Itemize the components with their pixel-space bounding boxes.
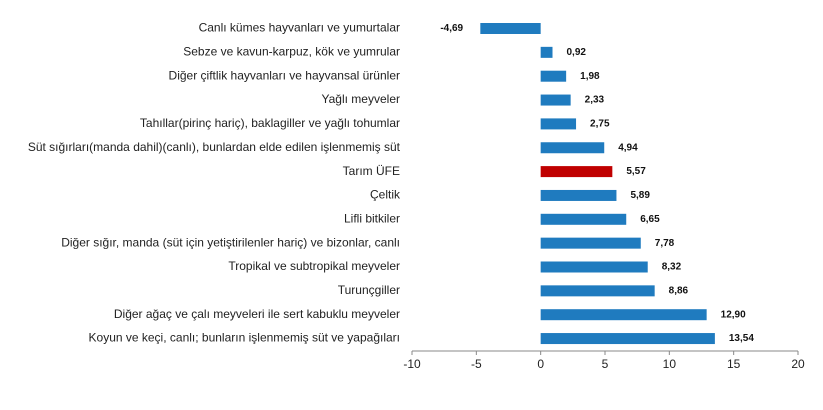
bar xyxy=(541,333,715,344)
category-label: Canlı kümes hayvanları ve yumurtalar xyxy=(198,20,400,35)
value-label: 5,57 xyxy=(626,166,646,178)
category-label: Koyun ve keçi, canlı; bunların işlenmemiş süt ve yapağıları xyxy=(88,330,400,345)
value-label: 5,89 xyxy=(630,190,650,202)
value-label: 2,75 xyxy=(590,118,610,130)
value-label: 7,78 xyxy=(654,237,675,249)
value-label: 2,33 xyxy=(584,94,605,106)
value-label: 12,90 xyxy=(720,309,746,321)
x-axis xyxy=(403,351,805,371)
bar xyxy=(541,214,627,225)
category-label: Diğer sığır, manda (süt için yetiştirilenler hariç) ve bizonlar, canlı xyxy=(61,235,400,250)
bar xyxy=(541,71,566,82)
bar xyxy=(541,238,641,249)
category-label: Yağlı meyveler xyxy=(321,92,400,107)
category-label: Tarım ÜFE xyxy=(342,163,400,178)
category-label: Çeltik xyxy=(369,187,400,202)
bar xyxy=(541,95,571,106)
value-label: 8,86 xyxy=(668,285,689,297)
bar xyxy=(541,262,648,273)
bar xyxy=(541,118,576,129)
bar xyxy=(480,23,540,34)
category-label: Sebze ve kavun-karpuz, kök ve yumrular xyxy=(183,44,400,59)
category-label: Diğer çiftlik hayvanları ve hayvansal ürünler xyxy=(168,68,400,83)
x-tick-label: 5 xyxy=(601,357,609,371)
category-label: Diğer ağaç ve çalı meyveleri ile sert kabuklu meyveler xyxy=(113,306,400,321)
bar xyxy=(541,142,605,153)
value-label: 1,98 xyxy=(580,70,600,82)
x-tick-label: 0 xyxy=(537,357,545,371)
value-label: -4,69 xyxy=(440,23,464,35)
x-tick-label: 10 xyxy=(662,357,677,371)
category-label: Turunçgiller xyxy=(337,283,400,298)
x-tick-label: 15 xyxy=(726,357,741,371)
x-tick-label: 20 xyxy=(791,357,805,371)
category-label: Tahıllar(pirinç hariç), baklagiller ve yağlı tohumlar xyxy=(139,116,400,131)
bar xyxy=(541,47,553,58)
value-label: 6,65 xyxy=(640,213,660,225)
value-label: 8,32 xyxy=(661,261,682,273)
category-label: Lifli bitkiler xyxy=(343,211,400,226)
value-label: 13,54 xyxy=(728,333,754,345)
bar xyxy=(541,309,707,320)
category-label: Süt sığırları(manda dahil)(canlı), bunlardan elde edilen işlenmemiş süt xyxy=(27,139,400,154)
x-tick-label: -5 xyxy=(470,357,482,371)
category-label: Tropikal ve subtropikal meyveler xyxy=(228,259,400,274)
bar xyxy=(541,285,655,296)
bar xyxy=(541,190,617,201)
bar-highlight xyxy=(541,166,613,177)
x-tick-label: -10 xyxy=(403,357,421,371)
value-label: 4,94 xyxy=(618,142,638,154)
value-label: 0,92 xyxy=(566,46,586,58)
category-labels xyxy=(28,21,401,345)
